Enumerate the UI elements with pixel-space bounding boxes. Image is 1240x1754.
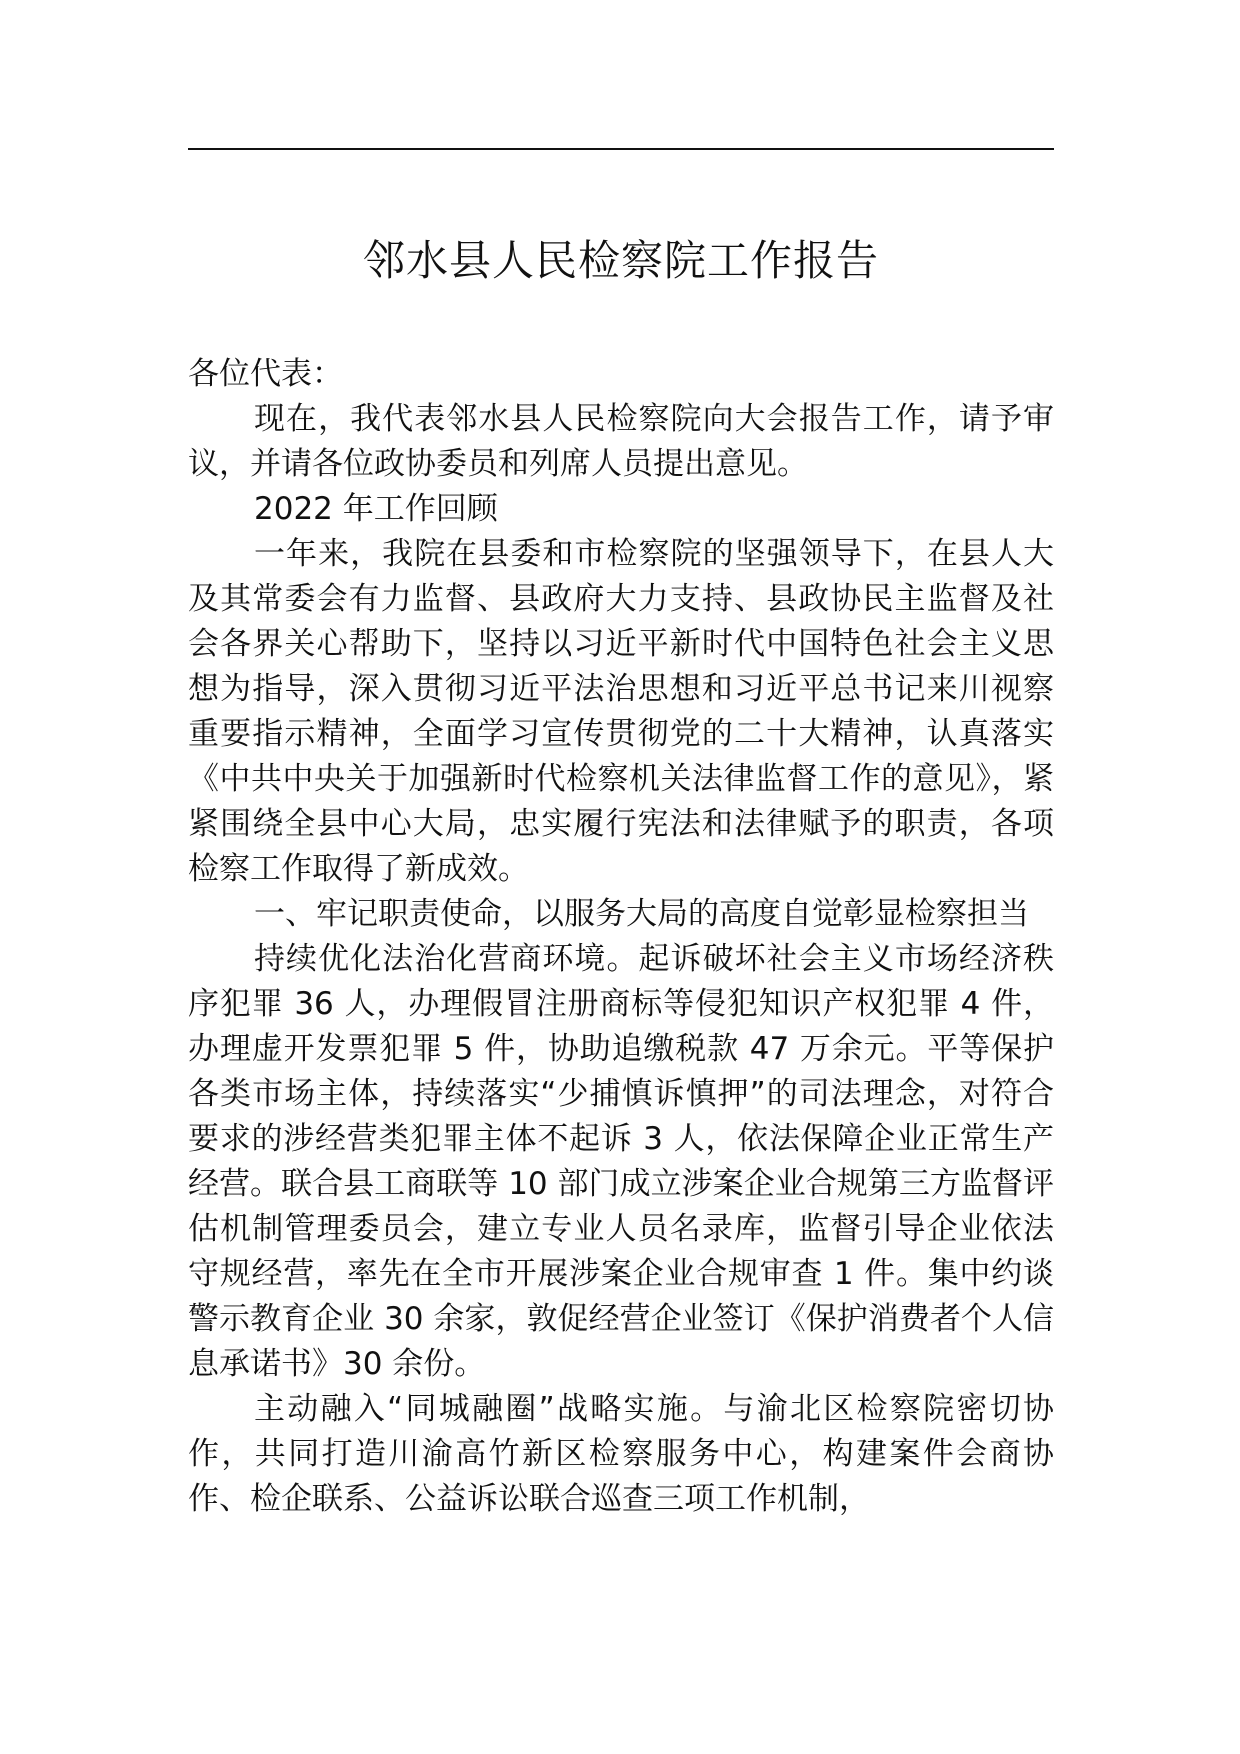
salutation: 各位代表：: [188, 356, 343, 392]
document-title: 邻水县人民检察院工作报告: [362, 236, 879, 285]
business-environment-paragraph: 持续优化法治化营商环境。起诉破坏社会主义市场经济秩序犯罪 36 人，办理假冒注册商标等侵犯知识产权犯罪 4 件，办理虚开发票犯罪 5 件，协助追缴税款 47 万余元。平等保护各类市场主体，持续落实“少捕慎诉慎押”的司法理念，对符合要求的涉经营类犯罪主体不起诉 3 人，依法保障企业正常生产经营。联合县工商联等 10 部门成立涉案企业合规第三方监督评估机制管理委员会，建立专业人员名录库，监督引导企业依法守规经营，率先在全市开展涉案企业合规审查 1 件。集中约谈警示教育企业 30 余家，敦促经营企业签订《保护消费者个人信息承诺书》30 余份。: [188, 941, 1054, 1382]
integration-paragraph: 主动融入“同城融圈”战略实施。与渝北区检察院密切协作，共同打造川渝高竹新区检察服务中心，构建案件会商协作、检企联系、公益诉讼联合巡查三项工作机制，: [188, 1391, 1054, 1517]
section-heading-one: 一、牢记职责使命，以服务大局的高度自觉彰显检察担当: [254, 896, 1029, 932]
opening-paragraph: 现在，我代表邻水县人民检察院向大会报告工作，请予审议，并请各位政协委员和列席人员提出意见。: [188, 401, 1054, 482]
document-body: [188, 352, 1054, 1522]
overview-paragraph: 一年来，我院在县委和市检察院的坚强领导下，在县人大及其常委会有力监督、县政府大力支持、县政协民主监督及社会各界关心帮助下，坚持以习近平新时代中国特色社会主义思想为指导，深入贯彻习近平法治思想和习近平总书记来川视察重要指示精神，全面学习宣传贯彻党的二十大精神，认真落实《中共中央关于加强新时代检察机关法律监督工作的意见》，紧紧围绕全县中心大局，忠实履行宪法和法律赋予的职责，各项检察工作取得了新成效。: [188, 536, 1054, 887]
header-rule: [188, 148, 1054, 150]
section-heading-review: 2022 年工作回顾: [254, 491, 498, 527]
